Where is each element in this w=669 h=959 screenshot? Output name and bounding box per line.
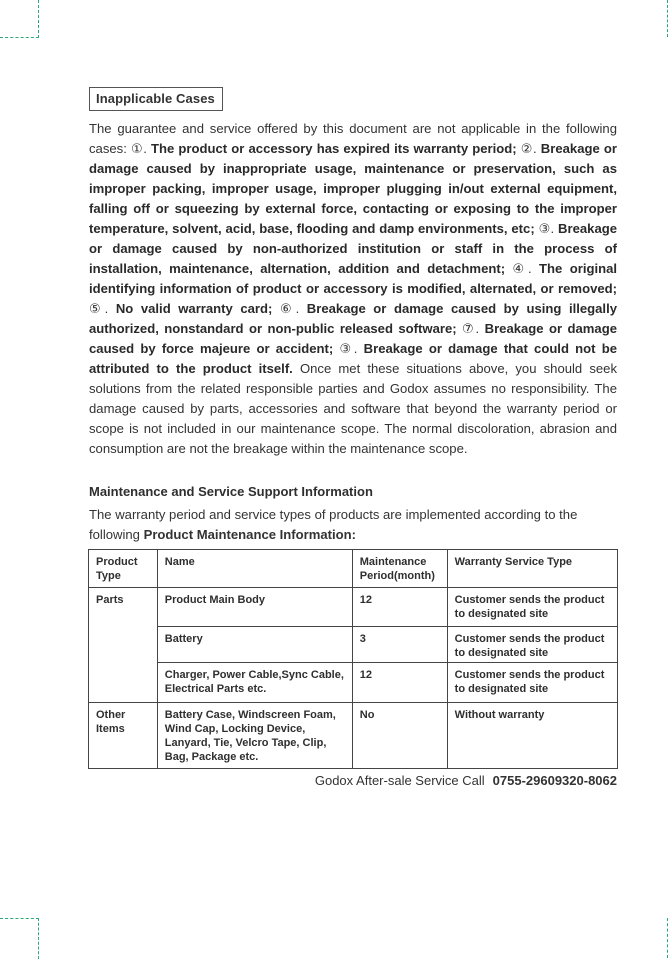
- table-row: [89, 663, 618, 703]
- header-warranty-service-type: Warranty Service Type: [447, 550, 617, 588]
- cell-period: 3: [352, 627, 447, 663]
- paragraph-bold-segment: The product or accessory has expired its warranty period;: [151, 141, 521, 156]
- paragraph-bold-segment: Breakage or damage that could not be attributed to the product itself.: [89, 341, 618, 376]
- service-call-footer: [315, 773, 617, 788]
- cell-period: 12: [352, 588, 447, 627]
- paragraph-bold-segment: Breakage or damage caused by force majeure or accident;: [89, 321, 617, 356]
- header-product-type: Product Type: [89, 550, 158, 588]
- cell-period: 12: [352, 663, 447, 703]
- paragraph-bold-segment: Breakage or damage caused by using illegally authorized, nonstandard or non-public released software;: [89, 301, 617, 336]
- maintenance-intro: [89, 505, 617, 545]
- cell-period: No: [352, 703, 447, 769]
- header-name: Name: [157, 550, 352, 588]
- cell-service: Without warranty: [447, 703, 617, 769]
- maintenance-table: [88, 549, 618, 769]
- cell-product-type: Parts: [89, 588, 158, 703]
- maintenance-intro-bold: Product Maintenance Information:: [143, 527, 357, 542]
- cell-service: Customer sends the product to designated site: [447, 663, 617, 703]
- paragraph-segment: ⑦.: [462, 321, 485, 336]
- paragraph-segment: ③.: [538, 221, 559, 236]
- cell-service: Customer sends the product to designated site: [447, 627, 617, 663]
- maintenance-intro-text: The warranty period and service types of products are implemented according to the following: [89, 507, 578, 542]
- paragraph-bold-segment: Breakage or damage caused by inappropriate usage, maintenance or preservation, such as improper packing, improper usage, improper plugging in/out external equipment, falling off or squeezing by external force, contacting or exposing to the improper temperature, solvent, acid, base, flooding and damp environments, etc;: [89, 141, 617, 236]
- paragraph-segment: ⑥.: [279, 301, 307, 316]
- header-maintenance-period: Maintenance Period(month): [352, 550, 447, 588]
- crop-mark-bottom-left: [0, 918, 39, 959]
- paragraph-bold-segment: No valid warranty card;: [115, 301, 280, 316]
- maintenance-section-title: Maintenance and Service Support Information: [89, 484, 373, 499]
- table-row: [89, 588, 618, 627]
- inapplicable-cases-paragraph: [89, 119, 617, 459]
- cell-name: Charger, Power Cable,Sync Cable, Electrical Parts etc.: [157, 663, 352, 703]
- paragraph-segment: ②.: [520, 141, 541, 156]
- cell-name: Product Main Body: [157, 588, 352, 627]
- cell-name: Battery: [157, 627, 352, 663]
- paragraph-segment: Once met these situations above, you should seek solutions from the related responsible parties and Godox assumes no responsibility. The damage caused by parts, accessories and software that beyond the warranty period or scope is not included in our maintenance scope. The normal discoloration, abrasion and consumption are not the breakage within the maintenance scope.: [89, 361, 617, 456]
- service-call-label: Godox After-sale Service Call: [314, 773, 485, 788]
- paragraph-segment: The guarantee and service offered by this document are not applicable in the following cases:: [89, 121, 617, 156]
- table-row: [89, 627, 618, 663]
- paragraph-segment: ①.: [130, 141, 151, 156]
- crop-mark-top-left: [0, 0, 39, 38]
- table-row: [89, 703, 618, 769]
- service-call-phone: 0755-29609320-8062: [492, 773, 617, 788]
- paragraph-segment: ⑤.: [89, 301, 116, 316]
- paragraph-segment: ③.: [339, 341, 364, 356]
- paragraph-bold-segment: The original identifying information of product or accessory is modified, alternated, or removed;: [89, 261, 618, 296]
- cell-service: Customer sends the product to designated site: [447, 588, 617, 627]
- paragraph-bold-segment: Breakage or damage caused by non-authorized institution or staff in the process of installation, maintenance, alternation, addition and detachment;: [89, 221, 618, 276]
- table-header-row: [89, 550, 618, 588]
- cell-product-type: Other Items: [89, 703, 158, 769]
- cell-name: Battery Case, Windscreen Foam, Wind Cap, Locking Device, Lanyard, Tie, Velcro Tape, Clip, Bag, Package etc.: [157, 703, 352, 769]
- inapplicable-cases-heading: Inapplicable Cases: [89, 87, 223, 111]
- paragraph-segment: ④.: [512, 261, 540, 276]
